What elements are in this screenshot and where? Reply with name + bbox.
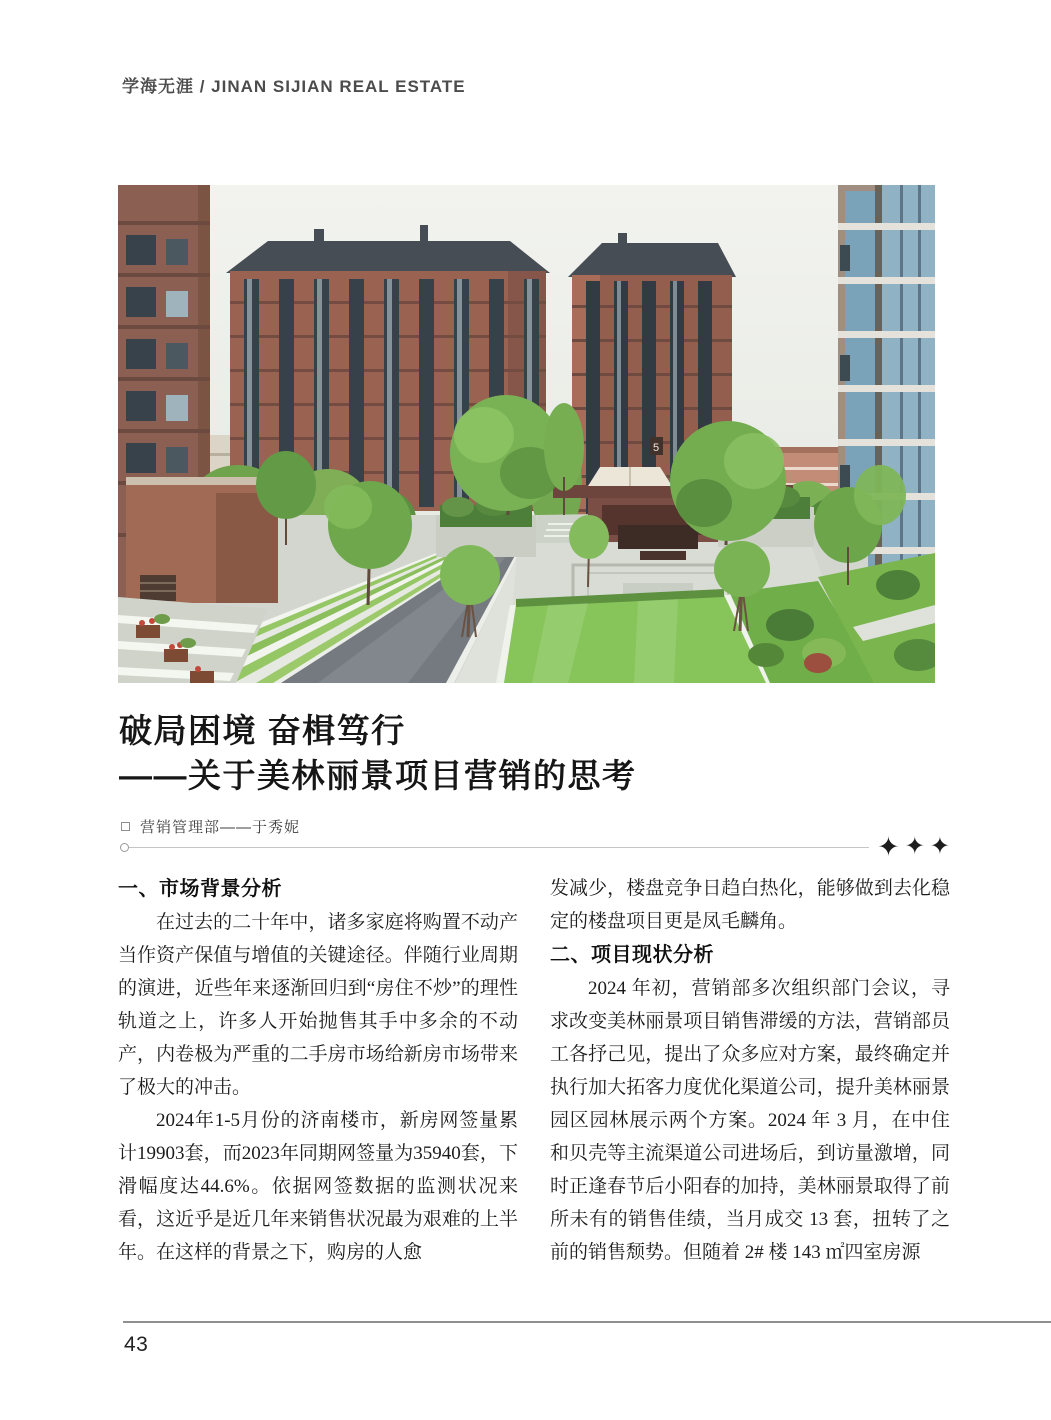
sparkle-star-icon: ✦ <box>929 833 950 860</box>
sparkle-star-icon: ✦ <box>904 833 925 860</box>
sparkle-star-icon: ✦ <box>877 832 900 862</box>
divider-rule <box>129 847 869 848</box>
paragraph: 在过去的二十年中，诸多家庭将购置不动产当作资产保值与增值的关键途径。伴随行业周期的演进，近些年来逐渐回归到“房住不炒”的理性轨道之上，许多人开始抛售其手中多余的不动产，内卷极为严重的二手房市场给新房市场带来了极大的冲击。 <box>118 912 518 1098</box>
journal-header-text: 学海无涯 / JINAN SIJIAN REAL ESTATE <box>122 77 466 96</box>
byline-square-icon <box>121 822 130 831</box>
article-body <box>118 872 950 1269</box>
section-heading-2: 二、项目现状分析 <box>550 944 714 966</box>
column-left <box>118 872 518 1269</box>
article-title-line1: 破局困境 奋楫笃行 <box>119 712 406 749</box>
residential-complex-illustration <box>118 185 935 683</box>
hero-photo <box>118 185 935 683</box>
section-heading-1: 一、市场背景分析 <box>118 878 282 900</box>
paragraph-continued: 发减少，楼盘竞争日趋白热化，能够做到去化稳定的楼盘项目更是凤毛麟角。 <box>550 878 950 932</box>
building-b-number-sign: 5 <box>652 442 660 454</box>
footer-rule <box>123 1321 1051 1323</box>
article-title <box>119 708 637 798</box>
divider-circle-icon <box>120 843 129 852</box>
divider-stars <box>877 834 950 860</box>
garden-house <box>126 477 278 603</box>
page-number: 43 <box>124 1333 149 1356</box>
byline-text: 营销管理部——于秀妮 <box>140 819 301 836</box>
paragraph: 2024 年初，营销部多次组织部门会议，寻求改变美林丽景项目销售滞缓的方法，营销部员工各抒己见，提出了众多应对方案，最终确定并执行加大拓客力度优化渠道公司，提升美林丽景园区园林展示两个方案。2024 年 3 月，在中住和贝壳等主流渠道公司进场后，到访量激增，同时正逢春节后小阳春的加持，美林丽景取得了前所未有的销售佳绩，当月成交 13 套，扭转了之前的销售颓势。但随着 2# 楼 143 ㎡四室房源 <box>550 978 950 1263</box>
paragraph: 2024年1-5月份的济南楼市，新房网签量累计19903套，而2023年同期网签量为35940套，下滑幅度达44.6%。依据网签数据的监测状况来看，这近乎是近几年来销售状况最为艰难的上半年。在这样的背景之下，购房的人愈 <box>118 1110 518 1263</box>
column-right <box>550 872 950 1269</box>
lawn <box>496 589 774 683</box>
section-divider <box>120 834 950 860</box>
article-title-line2: ——关于美林丽景项目营销的思考 <box>119 757 637 794</box>
